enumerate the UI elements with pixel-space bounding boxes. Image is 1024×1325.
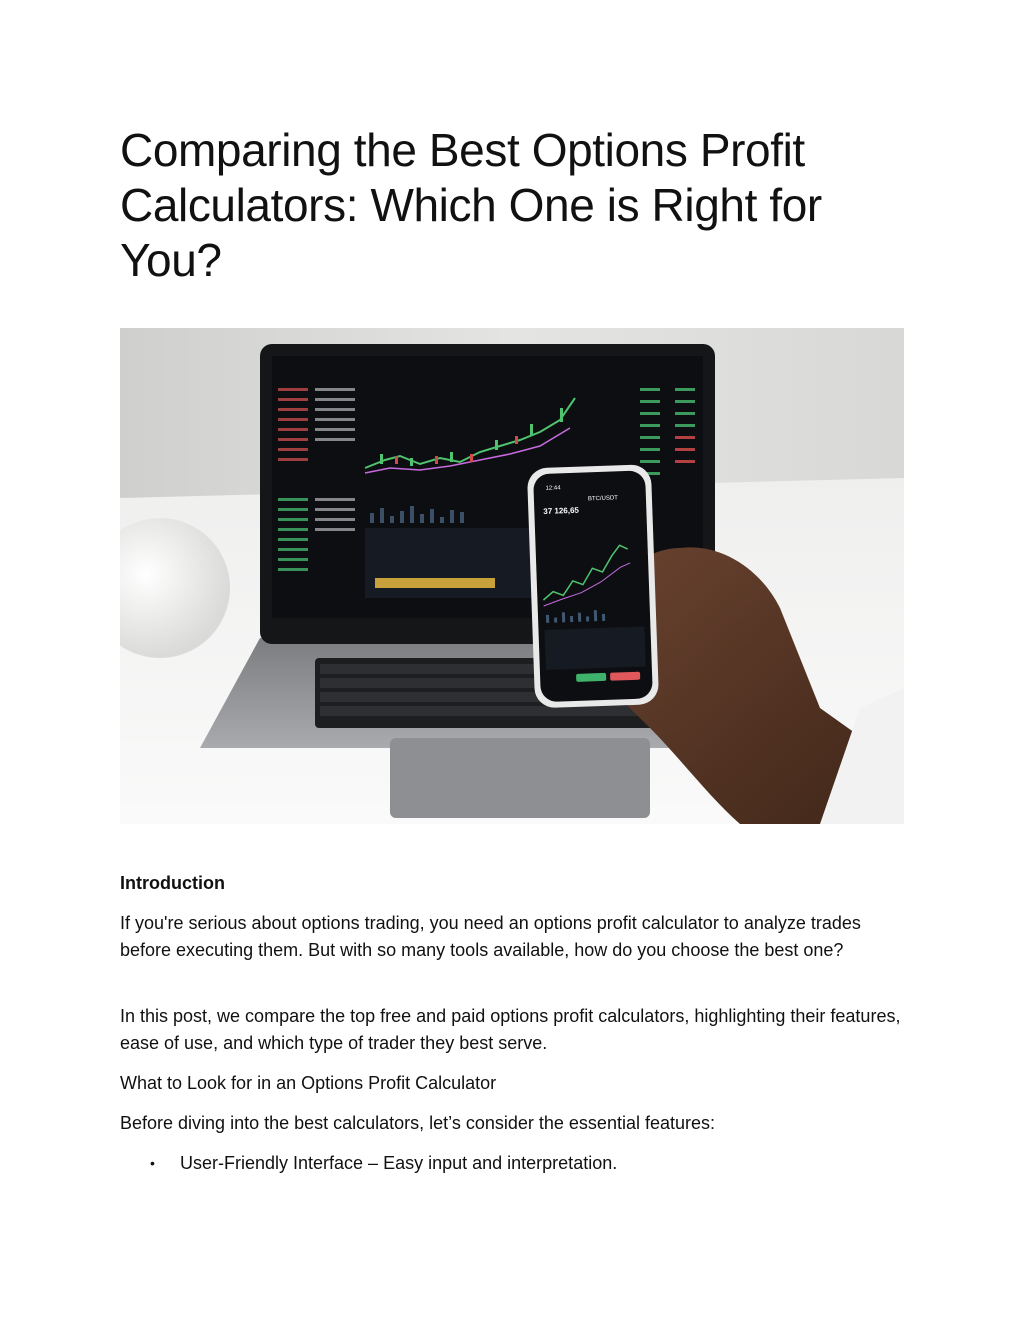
trading-photo — [120, 328, 904, 824]
phone-time: 12:44 — [545, 485, 561, 492]
phone-price: 37 126,65 — [543, 505, 580, 516]
introduction-heading: Introduction — [120, 873, 225, 893]
hero-image — [120, 328, 904, 824]
essential-features-line: Before diving into the best calculators, let’s consider the essential features: — [120, 1113, 716, 1133]
bullet-icon: • — [150, 1155, 155, 1171]
what-to-look-for-line: What to Look for in an Options Profit Calculator — [120, 1073, 497, 1093]
phone-pair: BTC/USDT — [587, 495, 619, 503]
intro-paragraph: If you're serious about options trading, you need an options profit calculator to analyze trades before executing them. But with so many tools available, how do you choose the best one? — [120, 913, 861, 960]
features-list — [120, 1150, 910, 1177]
page-title: Comparing the Best Options Profit Calculators: Which One is Right for You? — [120, 124, 822, 286]
list-item-text: User-Friendly Interface – Easy input and interpretation. — [180, 1153, 618, 1173]
comparison-paragraph: In this post, we compare the top free and paid options profit calculators, highlighting their features, ease of use, and which type of trader they best serve. — [120, 1006, 901, 1053]
list-item — [120, 1150, 910, 1177]
